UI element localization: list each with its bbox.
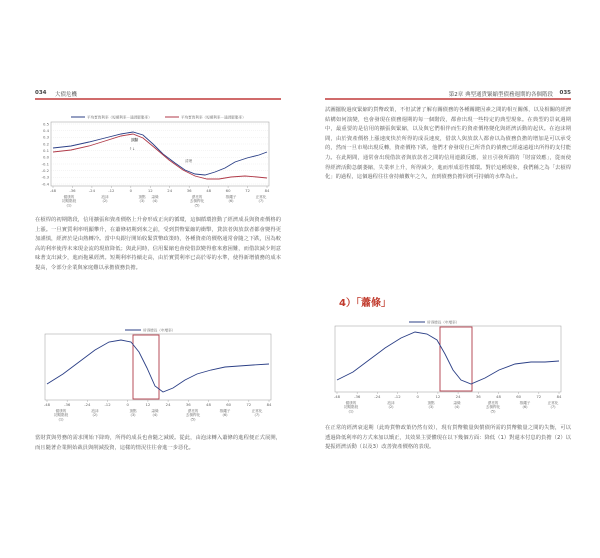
x-tick-label: 0: [126, 402, 129, 407]
x-tick-label: -24: [374, 394, 381, 399]
x-tick-label: 84: [264, 188, 270, 193]
left-page-number: 034: [35, 90, 47, 96]
phase-label: 頂點(3): [129, 409, 137, 418]
header-rule: [325, 98, 571, 100]
x-tick-label: 60: [226, 402, 232, 407]
y-tick-label: -0.4: [41, 181, 49, 187]
x-tick-label: 60: [225, 188, 231, 193]
x-tick-label: 24: [167, 188, 173, 193]
x-tick-label: 24: [165, 402, 171, 407]
x-tick-label: 48: [206, 188, 212, 193]
income-growth-line: [337, 332, 559, 384]
x-tick-label: -12: [104, 402, 111, 407]
plot-frame: [45, 334, 271, 400]
x-tick-label: 84: [266, 402, 272, 407]
phase-label: 泡沫(2): [91, 409, 99, 418]
y-tick-label: 0.1: [42, 147, 49, 153]
phase-label: 泡沫(2): [387, 401, 395, 410]
x-tick-label: -36: [354, 394, 361, 399]
x-tick-label: 12: [145, 402, 151, 407]
chart-legend: 所得增長（年增率）: [143, 328, 176, 333]
left-paragraph-1: 在槓桿的初期階段，信用擴張和資產價格上升會形成正向的循環，這個循環推動了經濟成長與資產價格的上漲。一旦實質利率明顯攀升，在蕭條初期到來之前，受到貨幣緊縮的衝擊，貸款者與放款者都會變得更加謹慎，經濟於是由熱轉冷。當中央銀行開始收緊貨幣政策時，各種資產的價格通常會隨之下跌，因為較高的利率使得未來現金流的現值降低；與此同時，信用緊縮也會使借款變得愈來愈困難，而借款減少則意味著支出減少，進而拖累經濟。短期利率持續走高，由於實質利率已高於零的水準，使得新增債務的成本提高，令部分企業與家庭難以承擔債務負擔。: [35, 217, 281, 271]
header-rule: [35, 98, 281, 100]
y-tick-label: -0.2: [41, 167, 49, 173]
right-running-title: 第2章 典型通貨緊縮型債務週期的各個階段: [448, 92, 553, 98]
phase-label: 正常化(7): [547, 401, 559, 410]
phase-label: 頂點(3): [427, 401, 435, 410]
phase-label: 蕭條(4): [151, 409, 159, 418]
phase-label: 健康的初期階段(1): [343, 401, 359, 414]
phase-label: 正常化(7): [251, 409, 263, 418]
phase-label: 推繩子(6): [219, 409, 231, 418]
x-tick-label: 72: [536, 394, 542, 399]
phase-label: 泡沫(2): [101, 195, 109, 204]
x-tick-label: 12: [147, 188, 153, 193]
income-growth-chart: [35, 322, 281, 426]
right-paragraph-2: 在正常的經濟衰退期（此時貨幣政策仍然有效），現有貨幣數量與償債所需的貨幣數量之間的失衡，可以透過降低利率的方式來加以矯正，其效果主要體現在以下幾個方面：降低（1）對還本付息的負擔（2）以提振經濟活動（以及3）改善資產價格的表現。: [325, 425, 571, 451]
left-page-header: [35, 88, 281, 100]
depression-highlight-box: [440, 327, 472, 391]
peak-annotation: 頂點: [131, 138, 139, 142]
left-paragraph-2: 當財貨與勞務的需求開始下降時，所得的成長也會隨之減緩。從此，由泡沫轉入蕭條的進程便正式展開，而且隨著企業開始裁員與削減投資，這樣的情況往往會進一步惡化。: [35, 435, 281, 451]
x-tick-label: 48: [206, 402, 211, 407]
section-heading: 4）「蕭條」: [339, 298, 391, 309]
x-tick-label: 72: [246, 402, 252, 407]
x-tick-label: 48: [496, 394, 501, 399]
chart-legend: 所得增長（年增率）: [427, 320, 460, 325]
phase-label: 健康的初期階段(1): [61, 195, 77, 208]
x-tick-label: -48: [333, 394, 341, 399]
left-page: [35, 88, 281, 500]
x-tick-label: 60: [516, 394, 522, 399]
phase-label: 漂亮的去槓桿化(5): [485, 401, 501, 414]
series-line-a: [53, 132, 267, 175]
phase-label: 健康的初期階段(1): [53, 409, 69, 422]
y-tick-label: 0.2: [42, 141, 49, 147]
depression-income-chart: [325, 314, 571, 418]
x-tick-label: 36: [185, 402, 191, 407]
x-tick-label: -24: [84, 402, 91, 407]
x-tick-label: 0: [129, 188, 133, 193]
left-running-title: 大債危機: [55, 92, 78, 98]
y-tick-label: 0.3: [42, 134, 49, 140]
arrow-annotation: ↑↓: [129, 147, 136, 151]
x-tick-label: -24: [88, 188, 96, 193]
right-page: [325, 88, 571, 500]
phase-label: 漂亮的去槓桿化(5): [189, 195, 205, 208]
right-page-number: 035: [559, 90, 571, 96]
x-tick-label: 0: [416, 394, 419, 399]
phase-label: 蕭條(4): [151, 195, 159, 204]
x-tick-label: 36: [186, 188, 192, 193]
right-page-header: [325, 88, 571, 100]
legend-b: 平均實質利率（短期利率－通貨膨脹率）: [181, 115, 246, 120]
phase-label: 推繩子(6): [225, 195, 237, 204]
phase-label: 蕭條(4): [453, 401, 461, 410]
real-rate-chart: [35, 108, 281, 212]
x-tick-label: -12: [394, 394, 401, 399]
x-tick-label: -48: [43, 402, 51, 407]
y-tick-label: -0.1: [41, 161, 49, 167]
x-tick-label: 36: [475, 394, 481, 399]
x-tick-label: -36: [64, 402, 71, 407]
income-growth-line: [47, 340, 269, 392]
clearing-annotation: 清理: [185, 159, 193, 163]
y-tick-label: -0.3: [41, 174, 49, 180]
phase-label: 頂點(3): [138, 195, 146, 204]
y-tick-label: 0.0: [42, 154, 49, 160]
x-tick-label: -36: [69, 188, 76, 193]
right-paragraph-1: 試圖擺脫過度緊縮的貨幣政策，不但試著了解有關債務的各種關鍵因素之間的相互關係，以及相關的經濟結構如何演變，也會發現在債務週期的每一個階段，都會出現一些特定的典型現象。在典型的景氣週期中，最重要的是信用的擴張與緊縮，以及與它們相伴而生的資產價格變化與經濟活動的起伏。在泡沫期間，由於資產價格上漲速度快於所得的成長速度，借款人與放款人都會以為債務負擔的增加是可以承受的，然而一旦市場出現反轉，資產價格下跌，他們才會發現自己所背負的債務已經遠遠超出所得的支付能力。在此期間，通常會出現借款者與放款者之間的信用連鎖反應，並且引發所謂的「財富效應」，從而使得經濟活動急劇萎縮，失業率上升，所得減少，進而形成惡性循環。對於這種現象，我們稱之為「去槓桿化」的過程，這個過程往往會持續數年之久，直到債務負擔回到可持續的水準為止。: [325, 107, 571, 181]
x-tick-label: 72: [245, 188, 250, 193]
series-line-b: [53, 134, 267, 179]
legend-a: 平均實質利率（短期利率－通貨膨脹率）: [87, 115, 152, 120]
phase-label: 推繩子(6): [519, 401, 531, 410]
y-tick-label: 0.5: [42, 121, 49, 127]
y-tick-label: 0.4: [42, 127, 49, 133]
x-tick-label: 84: [556, 394, 562, 399]
x-tick-label: -12: [108, 188, 115, 193]
phase-label: 正常化(7): [255, 195, 267, 204]
x-tick-label: 12: [435, 394, 441, 399]
x-tick-label: 24: [455, 394, 461, 399]
phase-label: 漂亮的去槓桿化(5): [185, 409, 201, 422]
x-tick-label: -48: [49, 188, 57, 193]
